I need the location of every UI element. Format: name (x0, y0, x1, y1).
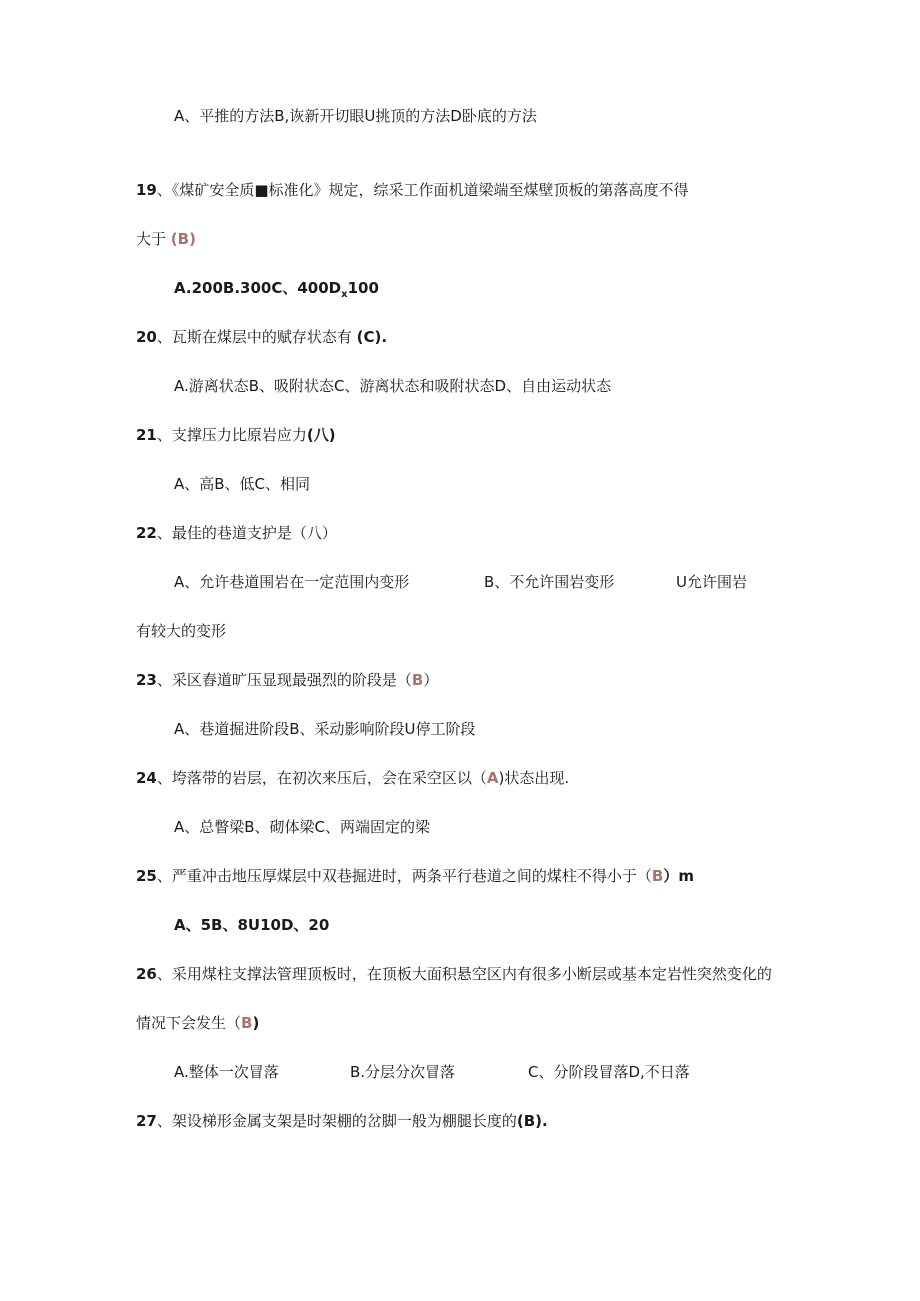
q22-number: 22 (136, 524, 157, 542)
q22-option-c-cont-text: 有较大的变形 (136, 622, 227, 640)
q26-number: 26 (136, 965, 157, 983)
q27-answer: (B) (516, 1112, 543, 1130)
q26-answer: B (241, 1014, 253, 1032)
q25-tail: ）m (663, 867, 694, 885)
q21-options (174, 474, 310, 494)
q27-tail: . (542, 1112, 548, 1130)
q25-options-text: A、5B、8U10D、20 (174, 916, 330, 934)
q23-text: 、采区舂道旷压显现最强烈的阶段是（ (156, 671, 412, 689)
q21-options-text: A、高B、低C、相同 (174, 475, 311, 493)
q23-options (174, 719, 476, 739)
q26-text-cont: 情况下会发生（ (136, 1014, 242, 1032)
q27-number: 27 (136, 1112, 157, 1130)
q25-answer: B (651, 867, 664, 885)
q23-question (136, 670, 438, 690)
q19-options-sub: x (341, 289, 348, 300)
q21-text: 、支撑压力比原岩应力 (156, 426, 307, 444)
q24-answer: A (486, 769, 499, 787)
q22-option-b-text: B、不允许围岩变形 (484, 573, 615, 591)
q26-question (136, 964, 772, 984)
q27-question (136, 1111, 548, 1131)
q19-text-cont: 大于 (136, 230, 167, 248)
q27-text: 、架设梯形金属支架是时架棚的岔脚一般为棚腿长度的 (156, 1112, 517, 1130)
q24-options (174, 817, 430, 837)
q22-option-a (174, 572, 409, 592)
q19-text: 、《煤矿安全质■标准化》规定，综采工作面机道梁端至煤壁顶板的第落高度不得 (156, 181, 689, 199)
q19-question-cont (136, 229, 196, 249)
q25-text: 、严重冲击地压厚煤层中双巷掘进时，两条平行巷道之间的煤柱不得小于（ (156, 867, 652, 885)
q20-options-text: A.游离状态B、吸附状态C、游离状态和吸附状态D、自由运动状态 (174, 377, 612, 395)
q26-tail: ) (252, 1014, 260, 1032)
q22-option-c (676, 572, 747, 592)
q26-option-c-text: C、分阶段冒落D,不日落 (528, 1063, 690, 1081)
q25-question (136, 866, 694, 886)
q24-question (136, 768, 569, 788)
q22-text: 、最佳的巷道支护是（八） (156, 524, 337, 542)
q26-text: 、采用煤柱支撑法管理顶板时，在顶板大面积悬空区内有很多小断层或基本定岩性突然变化的 (156, 965, 772, 983)
q21-number: 21 (136, 426, 157, 444)
q24-tail: )状态出现. (498, 769, 570, 787)
q19-options (174, 278, 379, 305)
q26-question-cont (136, 1013, 259, 1033)
q22-question (136, 523, 337, 543)
q24-options-text: A、总瞥梁B、砌体梁C、两端固定的梁 (174, 818, 431, 836)
q20-text: 、瓦斯在煤层中的赋存状态有 (156, 328, 352, 346)
q26-option-a (174, 1062, 279, 1082)
q19-options-text: A.200B.300C、400D (174, 279, 342, 297)
q24-number: 24 (136, 769, 157, 787)
q19-answer: (B) (170, 230, 196, 248)
q22-option-c-cont (136, 621, 226, 641)
q22-option-b (484, 572, 614, 592)
q21-answer: (八) (306, 426, 336, 444)
q18-options (174, 106, 537, 126)
q19-number: 19 (136, 181, 157, 199)
q21-question (136, 425, 336, 445)
q25-number: 25 (136, 867, 157, 885)
q23-tail: ） (423, 671, 439, 689)
q19-options-tail: 100 (347, 279, 379, 297)
q23-options-text: A、巷道掘进阶段B、采动影响阶段U停工阶段 (174, 720, 476, 738)
q22-option-a-text: A、允许巷道围岩在一定范围内变形 (174, 573, 410, 591)
q18-options-text: A、平推的方法B,诙新开切眼U挑顶的方法D卧底的方法 (174, 107, 537, 125)
q26-option-b (350, 1062, 455, 1082)
q25-options (174, 915, 329, 935)
q26-option-c (528, 1062, 690, 1082)
q20-options (174, 376, 611, 396)
q23-number: 23 (136, 671, 157, 689)
q26-option-a-text: A.整体一次冒落 (174, 1063, 279, 1081)
q24-text: 、垮落带的岩层，在初次来压后，会在采空区以（ (156, 769, 487, 787)
q20-answer: (C) (356, 328, 382, 346)
q26-option-b-text: B.分层分次冒落 (350, 1063, 456, 1081)
q19-question (136, 180, 689, 200)
q20-number: 20 (136, 328, 157, 346)
q20-question (136, 327, 387, 347)
q23-answer: B (411, 671, 424, 689)
q20-tail: . (381, 328, 388, 346)
q22-option-c-text: U允许围岩 (676, 573, 747, 591)
